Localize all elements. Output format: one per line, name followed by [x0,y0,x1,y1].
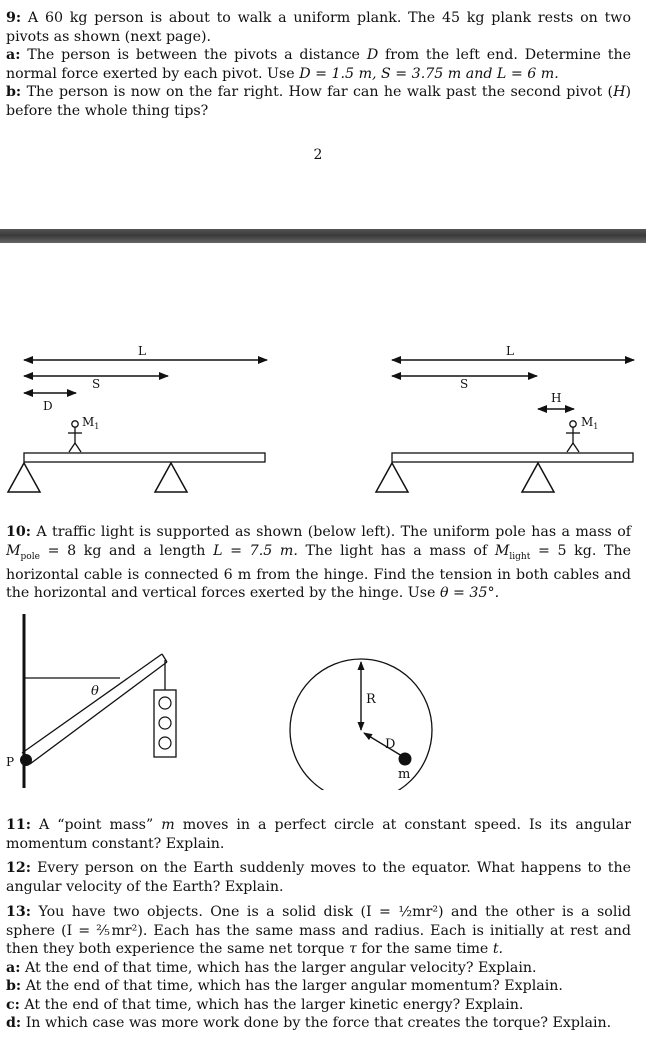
label-m: m [398,767,411,782]
problem-9-text: A 60 kg person is about to walk a uniform plank. The 45 kg plank rests on two pivots as shown (next page). [6,10,631,45]
problem-13b-label: b: [6,978,22,994]
plank-left [8,344,267,492]
label-theta: θ [91,684,99,699]
pivot-left-1 [8,463,40,492]
page-divider-bar [0,229,646,243]
problem-11: 11: A “point mass” m moves in a perfect circle at constant speed. Is its angular momentum constant? Explain. [6,817,631,852]
pivot-left-2 [155,463,187,492]
traffic-and-circle-figure [0,610,646,790]
person-right-icon [566,421,580,452]
problem-9a-values: D = 1.5 m, S = 3.75 m and L = 6 m. [299,65,559,82]
label-H: H [551,391,562,405]
problem-13d-label: d: [6,1015,22,1031]
problem-13a-label: a: [6,959,21,976]
label-D-circle: D [385,737,396,752]
problem-10-label: 10: [6,524,31,540]
traffic-light-lamp-1 [159,697,171,709]
hinge-point [20,754,32,766]
pole-edge-1 [22,654,162,753]
pivot-right-1 [376,463,408,492]
label-M1-right: $M_1$ [581,415,599,431]
page-number: 2 [313,147,323,163]
label-P: P [6,755,15,769]
problem-12-label: 12: [6,860,31,876]
label-D: D [43,399,53,413]
label-S-right: S [460,377,469,391]
traffic-light-figure [6,614,176,788]
plank-right-board [392,453,633,462]
problem-11-label: 11: [6,817,31,833]
label-L-right: L [506,344,514,358]
problem-12: 12: Every person on the Earth suddenly moves to the equator. What happens to the angular velocity of the Earth? Explain. [6,860,631,895]
problem-9a-label: a: [6,47,21,63]
plank-left-board [24,453,265,462]
point-mass [399,753,412,766]
label-S-left: S [92,377,101,391]
traffic-light-lamp-3 [159,737,171,749]
plank-figure [0,330,646,500]
label-L-left: L [138,344,146,358]
label-M1-left: $M_1$ [82,415,100,431]
problem-9-label: 9: [6,10,22,26]
problem-9: 9: A 60 kg person is about to walk a uniform plank. The 45 kg plank rests on two pivots as shown (next page). a: The person is between the pivots a distance D from the left end. Determine the normal force exerted by each pivot. Use D = 1.5 m, S = 3.75 m and L = 6 m. b: The person is now on the far right. How far can he walk past the second pivot (H) before the whole thing tips? [6,10,631,119]
plank-right [376,344,634,492]
traffic-light-lamp-2 [159,717,171,729]
problem-9b-label: b: [6,84,22,100]
problem-10: 10: A traffic light is supported as shown (below left). The uniform pole has a mass of $M_{pole} = 8$ kg and a length L = 7.5 m. The light has a mass of $M_{light} = 5$ kg. The horizontal cable is connected 6 m from the hinge. Find the tension in both cables and the horizontal and vertical forces exerted by the hinge. Use θ = 35°. [6,524,631,602]
problem-13: 13: You have two objects. One is a solid disk (I = ½mr²) and the other is a solid sphere (I = ⅖mr²). Each has the same mass and radius. Each is initially at rest and then they both experience the same net torque τ for the same time t. a: At the end of that time, which has the larger angular velocity? Explain. b: At the end of that time, which has the larger angular momentum? Explain. c: At the end of that time, which has the larger kinetic energy? Explain. d: In which case was more work done by the force that creates the torque? Explain. [6,904,631,1031]
problem-13c-label: c: [6,996,20,1013]
person-left-icon [68,421,82,452]
circle-figure [290,659,432,790]
label-R: R [366,692,376,707]
pole-edge-2 [30,662,167,764]
pivot-right-2 [522,463,554,492]
problem-13-label: 13: [6,904,31,920]
